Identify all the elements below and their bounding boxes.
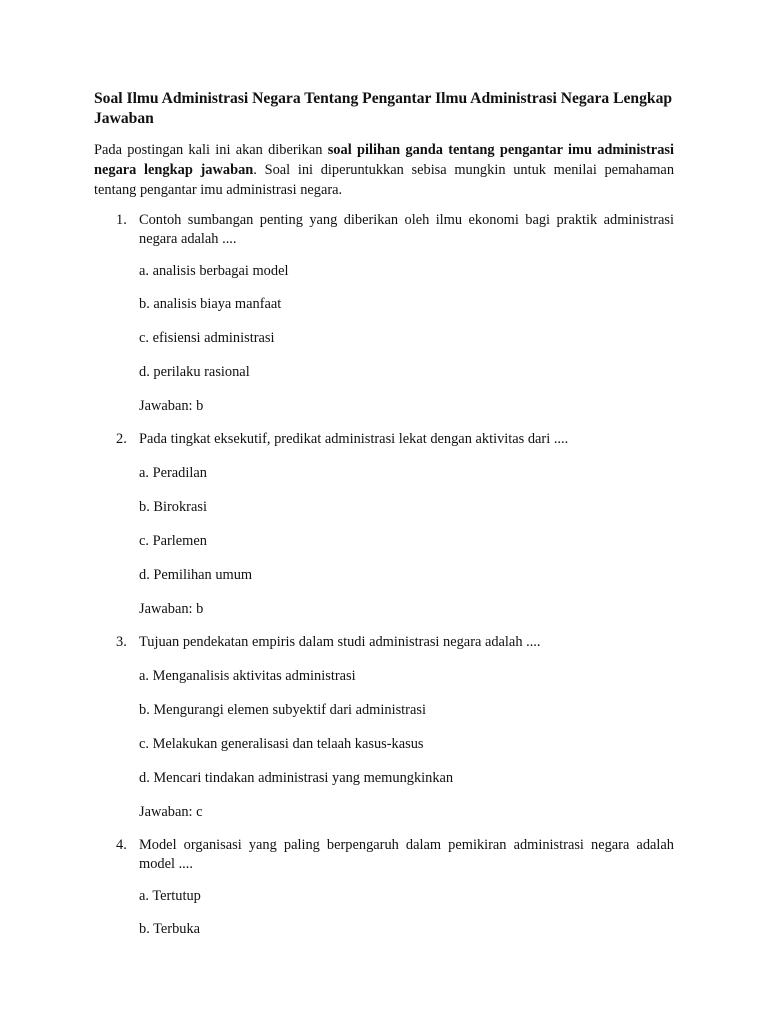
option-b: b. Birokrasi <box>139 499 207 515</box>
answer: Jawaban: b <box>139 398 204 414</box>
question-number: 1. <box>116 212 127 228</box>
question-number: 3. <box>116 634 127 650</box>
intro-bold-text: soal pilihan ganda tentang pengantar imu administrasi negara lengkap jawaban <box>94 142 674 178</box>
option-a: a. Tertutup <box>139 888 201 904</box>
option-b: b. Terbuka <box>139 921 201 937</box>
intro-text-start: Pada postingan kali ini akan diberikan <box>94 142 328 158</box>
option-a: a. Peradilan <box>139 465 207 481</box>
option-c: c. efisiensi administrasi <box>139 330 275 346</box>
option-d: d. Mencari tindakan administrasi yang memungkinkan <box>139 770 454 786</box>
intro-paragraph <box>94 140 674 200</box>
document-title: Soal Ilmu Administrasi Negara Tentang Pengantar Ilmu Administrasi Negara Lengkap Jawaban <box>94 90 673 127</box>
option-a: a. Menganalisis aktivitas administrasi <box>139 668 356 684</box>
option-c: c. Parlemen <box>139 533 207 549</box>
option-d: d. perilaku rasional <box>139 364 250 380</box>
option-b: b. analisis biaya manfaat <box>139 296 282 312</box>
question-text: Model organisasi yang paling berpengaruh dalam pemikiran administrasi negara adalah model .... <box>139 837 674 872</box>
intro-text-end: . Soal ini diperuntukkan sebisa mungkin untuk menilai pemahaman tentang pengantar imu administrasi negara. <box>94 162 675 198</box>
option-b: b. Mengurangi elemen subyektif dari administrasi <box>139 702 426 718</box>
option-c: c. Melakukan generalisasi dan telaah kasus-kasus <box>139 736 424 752</box>
question-number: 2. <box>116 431 127 447</box>
answer: Jawaban: c <box>139 804 203 820</box>
question-number: 4. <box>116 837 127 853</box>
question-text: Tujuan pendekatan empiris dalam studi administrasi negara adalah .... <box>139 634 541 650</box>
answer: Jawaban: b <box>139 601 204 617</box>
option-a: a. analisis berbagai model <box>139 263 289 279</box>
option-d: d. Pemilihan umum <box>139 567 253 583</box>
question-text: Pada tingkat eksekutif, predikat administrasi lekat dengan aktivitas dari .... <box>139 431 569 447</box>
question-text: Contoh sumbangan penting yang diberikan oleh ilmu ekonomi bagi praktik administrasi negara adalah .... <box>139 212 674 247</box>
